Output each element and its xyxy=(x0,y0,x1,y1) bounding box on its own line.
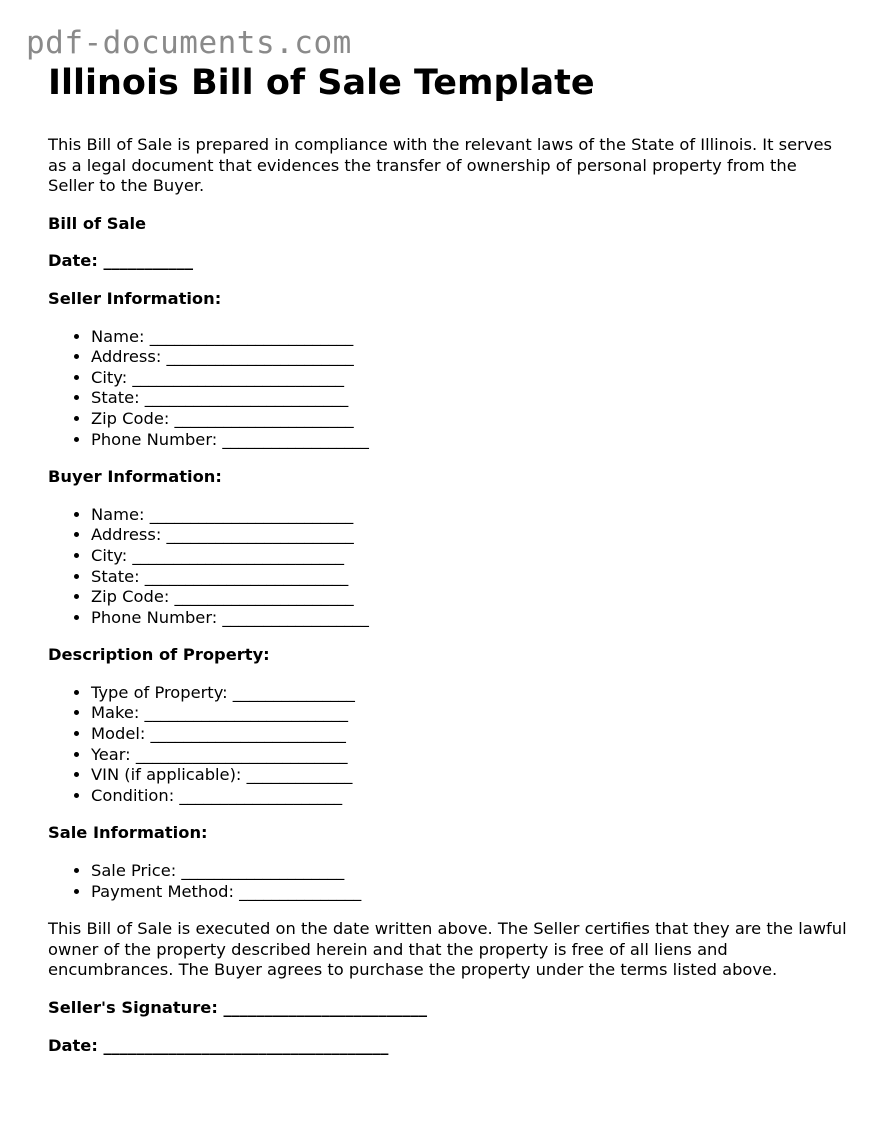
seller-zip-field: • Zip Code: ______________________ xyxy=(91,409,848,430)
document-body xyxy=(48,62,848,1073)
intro-paragraph: This Bill of Sale is prepared in compliance with the relevant laws of the State of Illinois. It serves as a legal document that evidences the transfer of ownership of personal property from the Seller to the Buyer. xyxy=(48,135,832,196)
buyer-section-heading: Buyer Information: xyxy=(48,467,222,487)
date-field: Date: ___________ xyxy=(48,251,194,271)
seller-fields-list xyxy=(48,327,848,451)
final-date-field: Date: ___________________________________ xyxy=(48,1035,389,1055)
seller-city-field: • City: __________________________ xyxy=(91,368,848,389)
seller-address-field: • Address: _______________________ xyxy=(91,347,848,368)
payment-method-field: • Payment Method: _______________ xyxy=(91,882,848,903)
seller-section-heading: Seller Information: xyxy=(48,288,222,308)
property-vin-field: • VIN (if applicable): _____________ xyxy=(91,765,848,786)
watermark-text: pdf-documents.com xyxy=(26,25,352,61)
seller-signature-field: Seller's Signature: _________________________ xyxy=(48,998,428,1017)
closing-paragraph: This Bill of Sale is executed on the date written above. The Seller certifies that they are the lawful owner of the property described herein and that the property is free of all liens and encumbrances. The Buyer agrees to purchase the property under the terms listed above. xyxy=(48,919,847,980)
sale-section-heading: Sale Information: xyxy=(48,823,208,843)
seller-state-field: • State: _________________________ xyxy=(91,388,848,409)
property-year-field: • Year: __________________________ xyxy=(91,745,848,766)
buyer-name-field: • Name: _________________________ xyxy=(91,505,848,526)
property-condition-field: • Condition: ____________________ xyxy=(91,786,848,807)
property-make-field: • Make: _________________________ xyxy=(91,703,848,724)
buyer-zip-field: • Zip Code: ______________________ xyxy=(91,587,848,608)
sale-fields-list xyxy=(48,861,848,902)
buyer-address-field: • Address: _______________________ xyxy=(91,525,848,546)
seller-name-field: • Name: _________________________ xyxy=(91,327,848,348)
property-fields-list xyxy=(48,683,848,807)
seller-phone-field: • Phone Number: __________________ xyxy=(91,430,848,451)
buyer-phone-field: • Phone Number: __________________ xyxy=(91,608,848,629)
document-title: Illinois Bill of Sale Template xyxy=(48,63,595,103)
buyer-city-field: • City: __________________________ xyxy=(91,546,848,567)
property-section-heading: Description of Property: xyxy=(48,645,270,665)
property-model-field: • Model: ________________________ xyxy=(91,724,848,745)
property-type-field: • Type of Property: _______________ xyxy=(91,683,848,704)
buyer-state-field: • State: _________________________ xyxy=(91,567,848,588)
sale-price-field: • Sale Price: ____________________ xyxy=(91,861,848,882)
buyer-fields-list xyxy=(48,505,848,629)
bill-of-sale-heading: Bill of Sale xyxy=(48,213,147,233)
